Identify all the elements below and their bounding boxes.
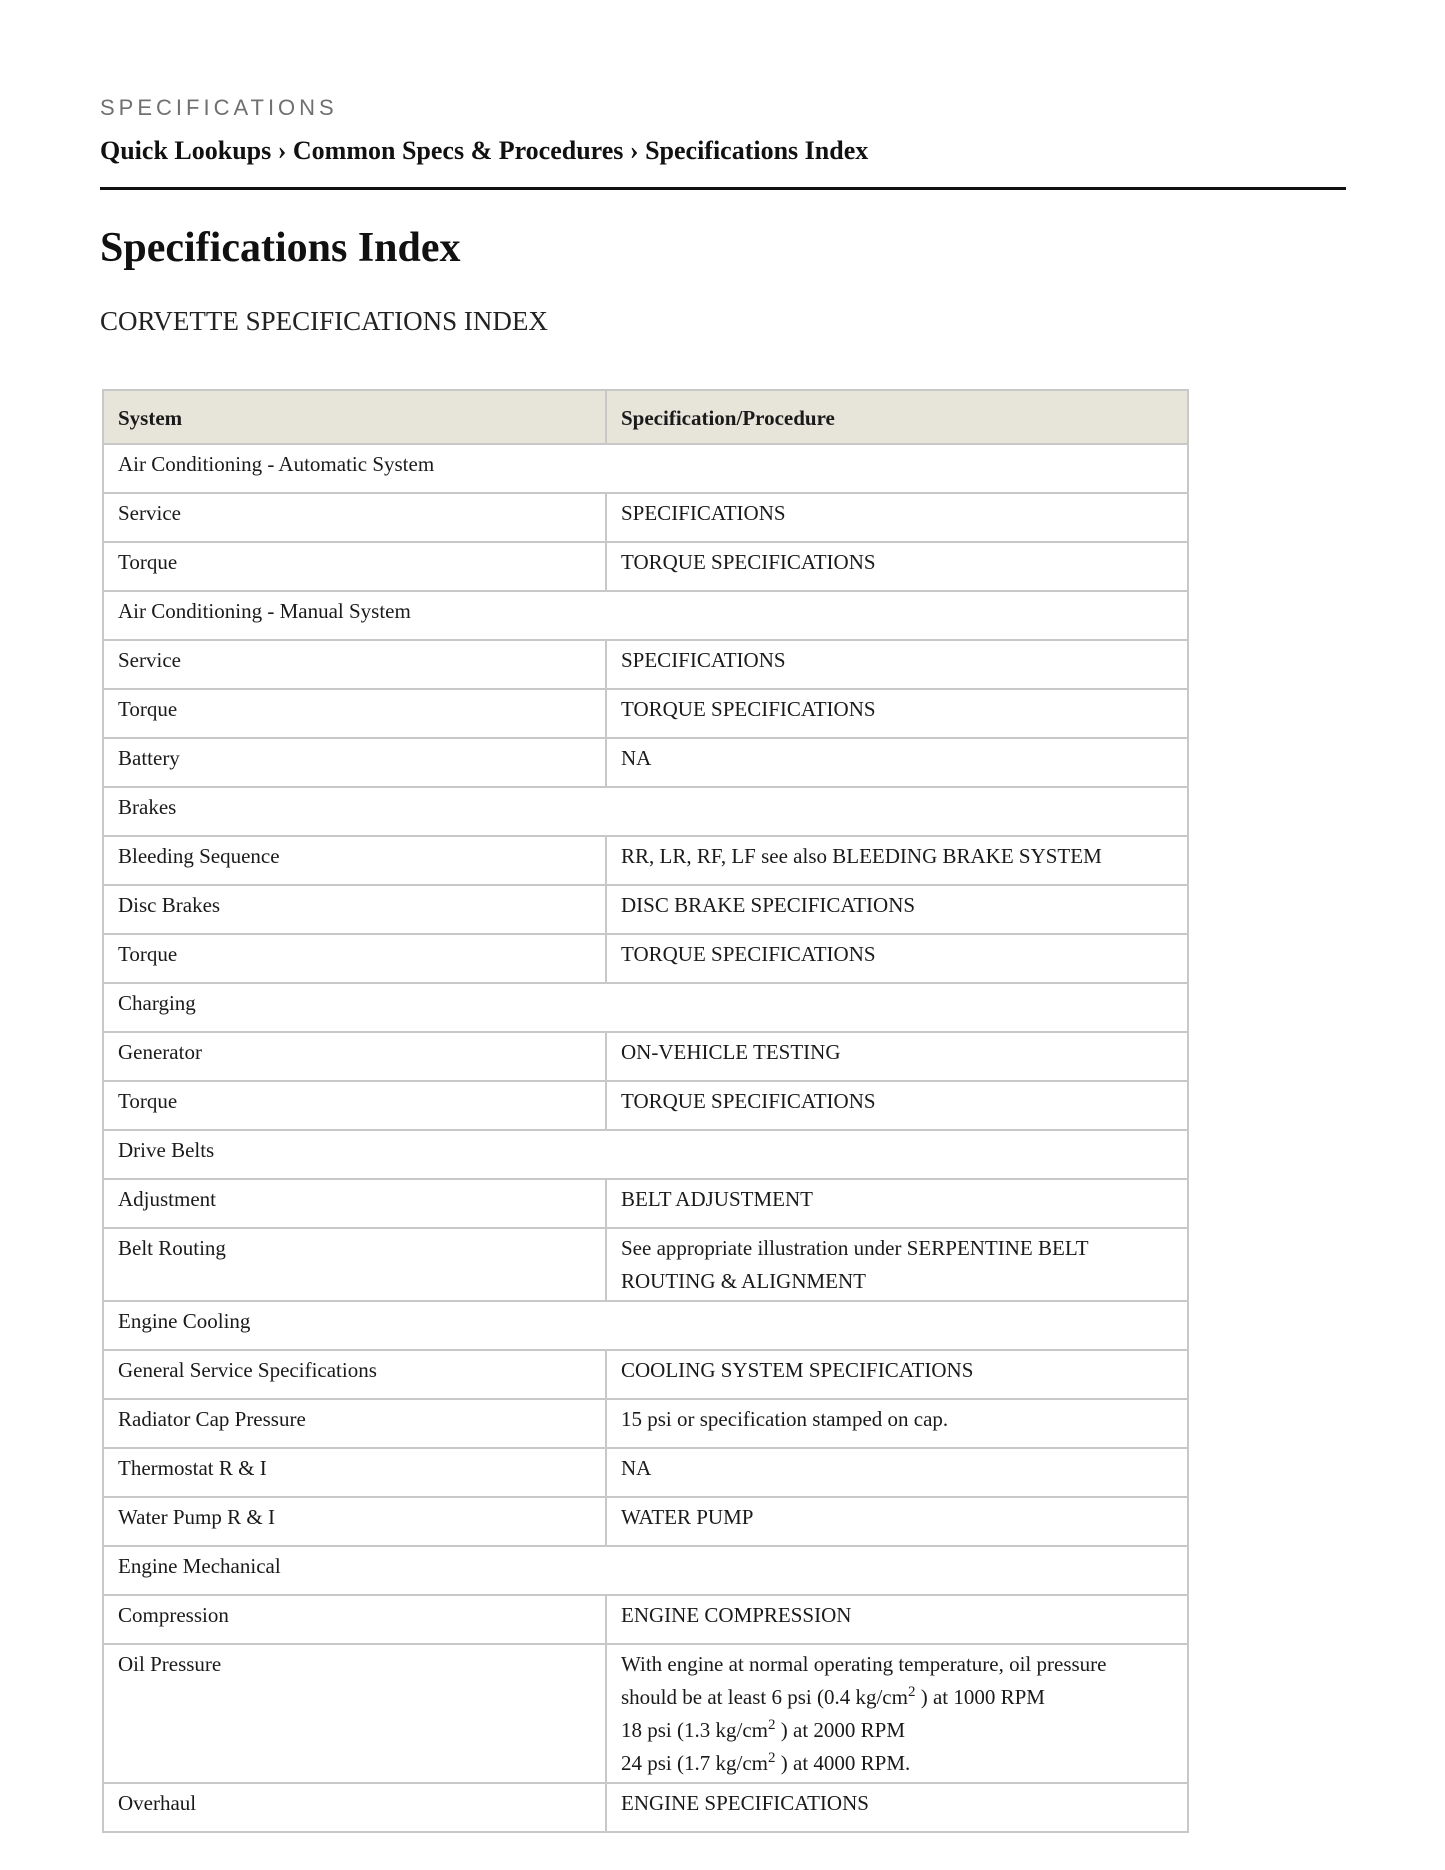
system-cell: Compression: [103, 1595, 606, 1644]
specification-cell: WATER PUMP: [606, 1497, 1188, 1546]
specification-cell: See appropriate illustration under SERPENTINE BELT ROUTING & ALIGNMENT: [606, 1228, 1188, 1301]
specification-cell: [606, 1644, 1188, 1783]
table-row: [103, 934, 1188, 983]
table-row: [103, 1399, 1188, 1448]
specification-line-text: should be at least 6 psi (0.4 kg/cm: [621, 1685, 908, 1709]
table-group-row: [103, 787, 1188, 836]
column-header-specification: Specification/Procedure: [606, 390, 1188, 444]
specification-cell: TORQUE SPECIFICATIONS: [606, 689, 1188, 738]
specification-line: [621, 1681, 1173, 1714]
specifications-table: [102, 389, 1189, 1833]
breadcrumb: Quick Lookups › Common Specs & Procedures › Specifications Index: [100, 136, 869, 165]
superscript: 2: [768, 1750, 776, 1766]
system-cell: Service: [103, 640, 606, 689]
specification-line-text: 24 psi (1.7 kg/cm: [621, 1751, 768, 1775]
table-group-row: [103, 983, 1188, 1032]
superscript: 2: [768, 1717, 776, 1733]
table-group-row: [103, 444, 1188, 493]
table-group-row: [103, 1546, 1188, 1595]
specification-line: [621, 1714, 1173, 1747]
table-row: [103, 1448, 1188, 1497]
specification-cell: NA: [606, 738, 1188, 787]
group-label: Brakes: [103, 787, 1188, 836]
table-row: [103, 1644, 1188, 1783]
system-cell: Overhaul: [103, 1783, 606, 1832]
specification-cell: NA: [606, 1448, 1188, 1497]
table-row: [103, 1350, 1188, 1399]
table-row: [103, 1179, 1188, 1228]
group-label: Charging: [103, 983, 1188, 1032]
table-row: [103, 640, 1188, 689]
specification-line-suffix: ) at 4000 RPM.: [775, 1751, 911, 1775]
superscript: 2: [907, 1684, 916, 1700]
table-row: [103, 493, 1188, 542]
page-title: Specifications Index: [100, 225, 461, 271]
specification-line-suffix: ) at 1000 RPM: [915, 1685, 1045, 1709]
specification-cell: ON-VEHICLE TESTING: [606, 1032, 1188, 1081]
table-body: [103, 444, 1188, 1832]
table-group-row: [103, 1130, 1188, 1179]
specification-line: [621, 1648, 1173, 1681]
page-subtitle: CORVETTE SPECIFICATIONS INDEX: [100, 306, 548, 336]
system-cell: Torque: [103, 934, 606, 983]
specification-cell: DISC BRAKE SPECIFICATIONS: [606, 885, 1188, 934]
header-divider: [100, 187, 1346, 190]
specification-line-text: 18 psi (1.3 kg/cm: [621, 1718, 768, 1742]
table-row: [103, 1595, 1188, 1644]
specification-cell: SPECIFICATIONS: [606, 640, 1188, 689]
table-row: [103, 1081, 1188, 1130]
table-row: [103, 1497, 1188, 1546]
group-label: Engine Cooling: [103, 1301, 1188, 1350]
group-label: Drive Belts: [103, 1130, 1188, 1179]
specification-cell: TORQUE SPECIFICATIONS: [606, 1081, 1188, 1130]
specification-cell: COOLING SYSTEM SPECIFICATIONS: [606, 1350, 1188, 1399]
system-cell: Water Pump R & I: [103, 1497, 606, 1546]
specification-line: [621, 1747, 1173, 1780]
specification-cell: TORQUE SPECIFICATIONS: [606, 934, 1188, 983]
system-cell: Generator: [103, 1032, 606, 1081]
system-cell: Oil Pressure: [103, 1644, 606, 1783]
group-label: Engine Mechanical: [103, 1546, 1188, 1595]
specification-cell: ENGINE SPECIFICATIONS: [606, 1783, 1188, 1832]
table-row: [103, 738, 1188, 787]
group-label: Air Conditioning - Manual System: [103, 591, 1188, 640]
specification-cell: 15 psi or specification stamped on cap.: [606, 1399, 1188, 1448]
table-row: [103, 836, 1188, 885]
system-cell: Service: [103, 493, 606, 542]
table-row: [103, 542, 1188, 591]
column-header-system: System: [103, 390, 606, 444]
table-row: [103, 1228, 1188, 1301]
system-cell: Torque: [103, 689, 606, 738]
specification-cell: ENGINE COMPRESSION: [606, 1595, 1188, 1644]
table-group-row: [103, 1301, 1188, 1350]
group-label: Air Conditioning - Automatic System: [103, 444, 1188, 493]
system-cell: Radiator Cap Pressure: [103, 1399, 606, 1448]
specification-cell: SPECIFICATIONS: [606, 493, 1188, 542]
system-cell: Thermostat R & I: [103, 1448, 606, 1497]
system-cell: Torque: [103, 542, 606, 591]
specification-cell: TORQUE SPECIFICATIONS: [606, 542, 1188, 591]
system-cell: Adjustment: [103, 1179, 606, 1228]
table-row: [103, 885, 1188, 934]
system-cell: Bleeding Sequence: [103, 836, 606, 885]
table-group-row: [103, 591, 1188, 640]
system-cell: Belt Routing: [103, 1228, 606, 1301]
table-row: [103, 1032, 1188, 1081]
section-kicker: SPECIFICATIONS: [100, 95, 338, 120]
system-cell: Battery: [103, 738, 606, 787]
table-row: [103, 1783, 1188, 1832]
system-cell: Disc Brakes: [103, 885, 606, 934]
table-header-row: [103, 390, 1188, 444]
specification-line-suffix: ) at 2000 RPM: [775, 1718, 906, 1742]
table-row: [103, 689, 1188, 738]
specification-cell: RR, LR, RF, LF see also BLEEDING BRAKE SYSTEM: [606, 836, 1188, 885]
specification-line-text: With engine at normal operating temperature, oil pressure: [621, 1652, 1107, 1676]
specification-cell: BELT ADJUSTMENT: [606, 1179, 1188, 1228]
system-cell: Torque: [103, 1081, 606, 1130]
system-cell: General Service Specifications: [103, 1350, 606, 1399]
